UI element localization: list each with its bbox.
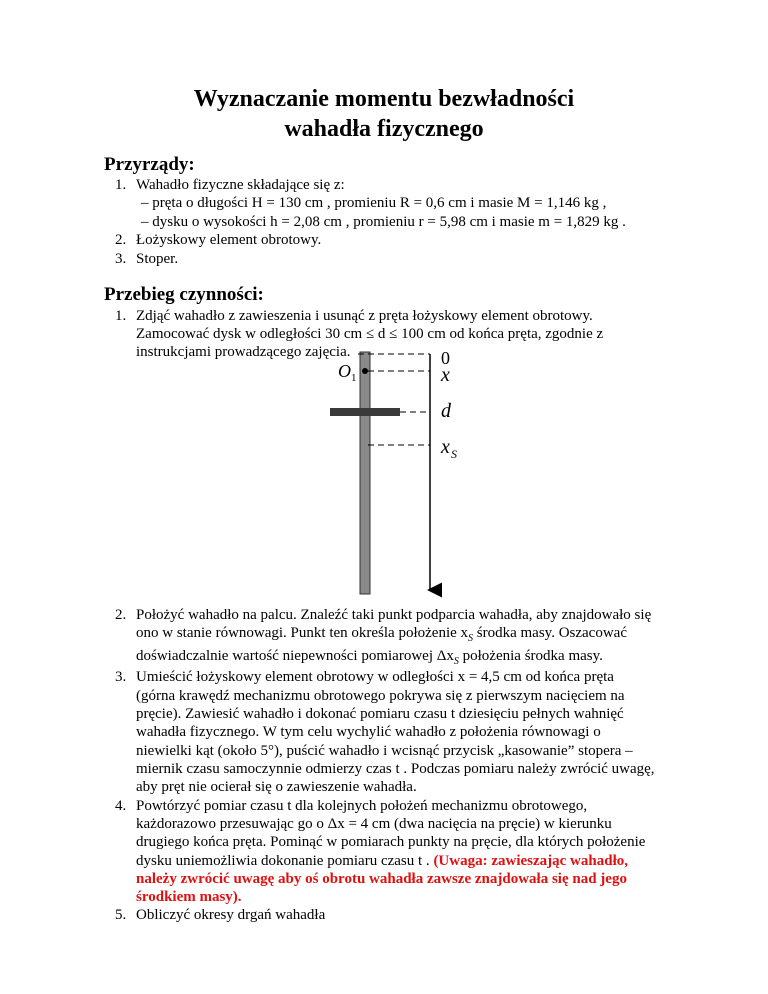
warning-text-3: środkiem masy). — [136, 889, 242, 905]
step3-line-1: Umieścić łożyskowy element obrotowy w odległości x = 4,5 cm od końca pręta — [136, 669, 614, 685]
list-number: 2. — [115, 232, 127, 248]
step4-line-2: każdorazowo przesuwając go o Δx = 4 cm (dwa nacięcia na pręcie) w kierunku — [136, 816, 612, 832]
step2-line-3: doświadczalnie wartość niepewności pomiarowej $\Delta x_S$ położenia środka masy. — [136, 648, 603, 667]
warning-text-2: należy zwrócić uwagę aby oś obrotu wahadła zawsze znajdowała się nad jego — [136, 871, 627, 887]
pendulum-disc — [330, 408, 400, 416]
list-item-text: Łożyskowy element obrotowy. — [136, 232, 322, 248]
label-zero: 0 — [441, 350, 450, 368]
pendulum-rod — [360, 352, 370, 594]
heading-przyrzady: Przyrządy: — [104, 154, 195, 175]
document-title — [0, 84, 768, 144]
step3-line-3: pręcie). Zawiesić wahadło i dokonać pomiaru czasu t dziesięciu pełnych wahnięć — [136, 706, 624, 722]
step2-line-1: Położyć wahadło na palcu. Znaleźć taki punkt podparcia wahadła, aby znajdowało się — [136, 607, 652, 623]
step1-line-2: Zamocować dysk w odległości 30 cm ≤ d ≤ 100 cm od końca pręta, zgodnie z — [136, 326, 604, 342]
list-item-text: Wahadło fizyczne składające się z: — [136, 177, 345, 193]
pendulum-diagram — [320, 350, 480, 600]
step4-line-3: drugiego końca pręta. Pominąć w pomiarach punkty na pręcie, dla których położenie — [136, 834, 646, 850]
step4-line-4: dysku uniemożliwia dokonanie pomiaru czasu t . (Uwaga: zawieszając wahadło, — [136, 853, 628, 869]
step5-text: Obliczyć okresy drgań wahadła — [136, 907, 326, 923]
list-number: 3. — [115, 251, 127, 267]
label-o1-subscript: 1 — [351, 372, 357, 384]
subscript-s: S — [453, 656, 459, 667]
step3-line-7: aby pręt nie ocierał się o zawieszenie wahadła. — [136, 779, 417, 795]
step1-line-3: instrukcjami prowadzącego zajęcia. — [136, 344, 351, 360]
list-number: 4. — [115, 798, 127, 814]
warning-text-1: (Uwaga: zawieszając wahadło, — [433, 853, 628, 869]
label-d: d — [441, 400, 451, 422]
title-line-1: Wyznaczanie momentu bezwładności — [193, 86, 575, 112]
step3-line-4: wahadła fizycznego. W tym celu wychylić wahadło z położenia równowagi o — [136, 724, 601, 740]
pivot-point — [362, 368, 368, 374]
list-number: 1. — [115, 177, 127, 193]
rod-parameters: – pręta o długości H = 130 cm , promieniu R = 0,6 cm i masie M = 1,146 kg , — [141, 195, 607, 211]
list-number: 1. — [115, 308, 127, 324]
step3-line-2: (górna krawędź mechanizmu obrotowego pokrywa się z pierwszym nacięciem na — [136, 688, 625, 704]
step3-line-5: niewielki kąt (około 5°), puścić wahadło i wcisnąć przycisk „kasowanie” stopera – — [136, 743, 633, 759]
label-xs: x — [441, 436, 450, 458]
list-item-text: Stoper. — [136, 251, 179, 267]
disc-parameters: – dysku o wysokości h = 2,08 cm , promieniu r = 5,98 cm i masie m = 1,829 kg . — [141, 214, 626, 230]
step3-line-6: miernik czasu samoczynnie odmierzy czas t . Podczas pomiaru należy zwrócić uwagę, — [136, 761, 655, 777]
subscript-s: S — [468, 633, 474, 644]
step2-line-2: ono w stanie równowagi. Punkt ten określa położenie $x_S$ środka masy. Oszacować — [136, 625, 627, 644]
list-number: 5. — [115, 907, 127, 923]
step4-line-1: Powtórzyć pomiar czasu t dla kolejnych położeń mechanizmu obrotowego, — [136, 798, 588, 814]
list-number: 3. — [115, 669, 127, 685]
label-o1: O — [338, 361, 351, 381]
list-number: 2. — [115, 607, 127, 623]
label-x: x — [441, 364, 450, 386]
heading-przebieg: Przebieg czynności: — [104, 284, 264, 305]
label-xs-subscript: S — [451, 447, 457, 461]
title-line-2: wahadła fizycznego — [284, 116, 484, 142]
center-of-mass-point — [362, 442, 368, 448]
step1-line-1: Zdjąć wahadło z zawieszenia i usunąć z pręta łożyskowy element obrotowy. — [136, 308, 593, 324]
